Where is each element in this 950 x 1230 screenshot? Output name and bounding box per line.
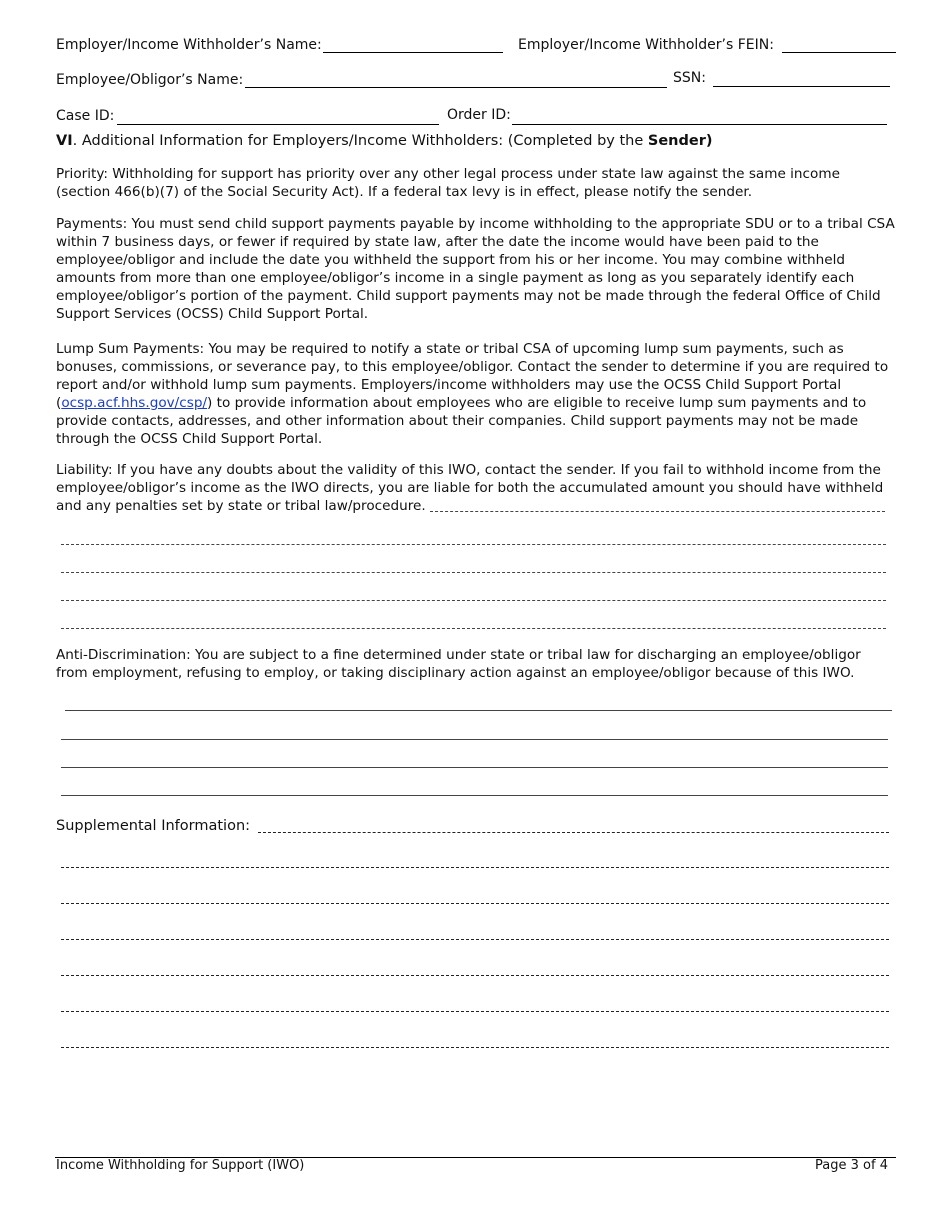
anti-discrimination-blank-line[interactable]: [61, 739, 888, 740]
order-id-label: Order ID:: [447, 107, 511, 123]
supplemental-label: Supplemental Information:: [56, 818, 251, 834]
employer-name-field[interactable]: [323, 38, 503, 53]
case-id-field[interactable]: [117, 110, 439, 125]
case-id-label: Case ID:: [56, 108, 115, 124]
liability-blank-line[interactable]: [61, 544, 886, 545]
employee-name-label: Employee/Obligor’s Name:: [56, 72, 244, 88]
liability-lead: Liability:: [56, 462, 113, 478]
lump-sum-lead: Lump Sum Payments:: [56, 341, 205, 357]
lump-sum-paragraph: [56, 340, 896, 448]
liability-blank-line[interactable]: [430, 511, 885, 512]
footer-form-title: Income Withholding for Support (IWO): [56, 1158, 305, 1173]
section-heading: [56, 132, 712, 150]
liability-text: If you have any doubts about the validity of this IWO, contact the sender. If you fail to withhold income from the employee/obligor’s income as the IWO directs, you are liable for both the accumulated amount you should have withheld and any penalties set by state or tribal law/procedure.: [56, 462, 884, 514]
employer-fein-field[interactable]: [782, 38, 896, 53]
supplemental-blank-line[interactable]: [61, 867, 889, 868]
ssn-label: SSN:: [673, 70, 706, 86]
employer-fein-label: Employer/Income Withholder’s FEIN:: [518, 37, 774, 53]
payments-lead: Payments:: [56, 216, 128, 232]
liability-blank-line[interactable]: [61, 572, 886, 573]
supplemental-blank-line[interactable]: [61, 975, 889, 976]
ocsp-portal-link[interactable]: ocsp.acf.hhs.gov/csp/: [61, 395, 208, 411]
footer-page-number: Page 3 of 4: [815, 1158, 888, 1173]
order-id-field[interactable]: [512, 110, 887, 125]
lump-sum-text-1: You may be required to notify a state or tribal CSA of upcoming lump sum payments, such as bonuses, commissions, or severance pay, to this employee/obligor. Contact the sender to determine if you are required to report and/or withhold lump sum payments. Employers/income withholders may use the OCSS Child Support Portal (: [56, 341, 889, 411]
ssn-field[interactable]: [713, 72, 890, 87]
liability-paragraph: [56, 461, 896, 515]
anti-discrimination-paragraph: [56, 646, 896, 682]
section-title: . Additional Information for Employers/Income Withholders: (Completed by the: [72, 133, 648, 149]
anti-discrimination-blank-line[interactable]: [65, 710, 892, 711]
anti-discrimination-blank-line[interactable]: [61, 795, 888, 796]
anti-discrimination-text: You are subject to a fine determined under state or tribal law for discharging an employee/obligor from employment, refusing to employ, or taking disciplinary action against an employee/obligor because of this IWO.: [56, 647, 861, 681]
supplemental-blank-line[interactable]: [61, 1047, 889, 1048]
section-number: VI: [56, 133, 73, 149]
anti-discrimination-lead: Anti-Discrimination:: [56, 647, 191, 663]
anti-discrimination-blank-line[interactable]: [61, 767, 888, 768]
liability-blank-line[interactable]: [61, 600, 886, 601]
priority-paragraph: [56, 165, 896, 201]
employer-name-label: Employer/Income Withholder’s Name:: [56, 37, 322, 53]
section-title-sender: Sender): [647, 133, 713, 149]
liability-blank-line[interactable]: [61, 628, 886, 629]
lump-sum-text-2: ) to provide information about employees who are eligible to receive lump sum payments and to provide contacts, addresses, and other information about their companies. Child support payments may not be made through the OCSS Child Support Portal.: [56, 395, 867, 447]
payments-paragraph: [56, 215, 896, 323]
supplemental-blank-line[interactable]: [61, 903, 889, 904]
supplemental-blank-line[interactable]: [61, 939, 889, 940]
payments-text: You must send child support payments payable by income withholding to the appropriate SDU or to a tribal CSA within 7 business days, or fewer if required by state law, after the date the income would have been paid to the employee/obligor and include the date you withheld the support from his or her income. You may combine withheld amounts from more than one employee/obligor’s income in a single payment as long as you separately identify each employee/obligor’s portion of the payment. Child support payments may not be made through the federal Office of Child Support Services (OCSS) Child Support Portal.: [56, 216, 895, 322]
employee-name-field[interactable]: [245, 73, 667, 88]
supplemental-blank-line[interactable]: [61, 1011, 889, 1012]
supplemental-blank-line[interactable]: [258, 832, 889, 833]
priority-text: Withholding for support has priority over any other legal process under state law against the same income (section 466(b)(7) of the Social Security Act). If a federal tax levy is in effect, please notify the sender.: [56, 166, 840, 200]
priority-lead: Priority:: [56, 166, 108, 182]
